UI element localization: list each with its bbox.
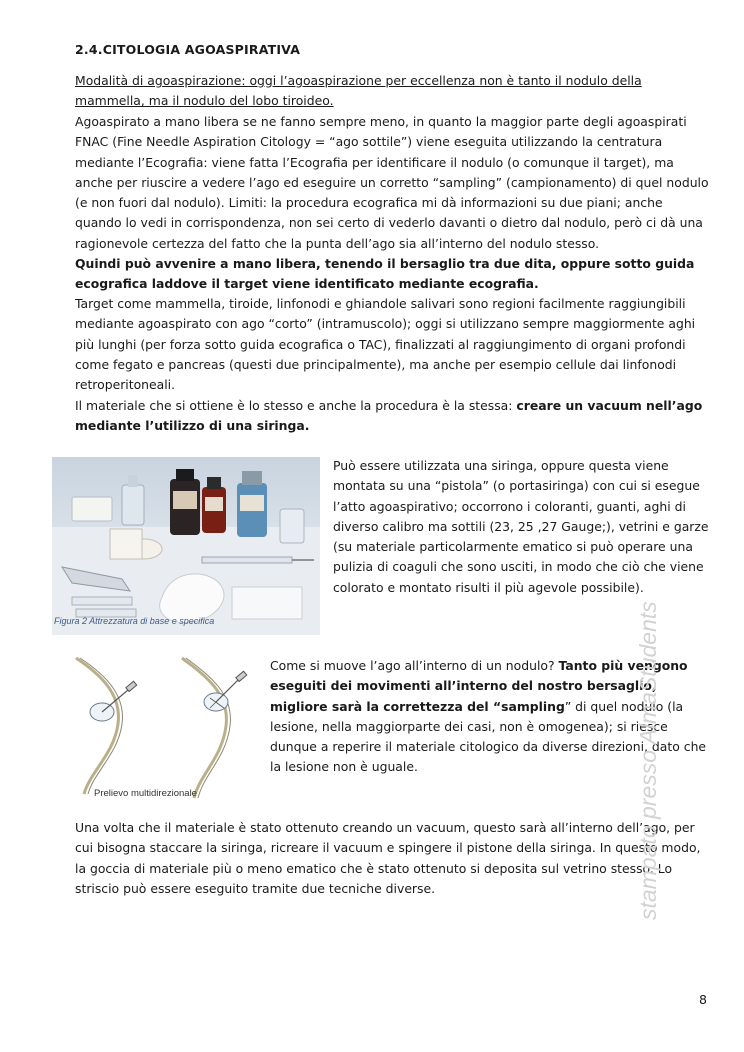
paragraph-fnac (75, 112, 711, 295)
paragraph-smear: Una volta che il materiale è stato ottenuto creando un vacuum, questo sarà all’interno dell’ago, per cui bisogna staccare la siringa, ricreare il vacuum e spingere il pistone della siringa. In questo modo, la goccia di materiale più o meno ematico che è stato ottenuto si deposita sul vetrino stesso. Lo striscio può essere eseguito tramite due tecniche diverse. (75, 820, 701, 896)
section-title: 2.4.CITOLOGIA AGOASPIRATIVA (75, 42, 301, 57)
watermark: stampato presso AlmaStudents (635, 601, 661, 920)
paragraph-vacuum (75, 396, 711, 437)
equipment-photo (52, 457, 320, 635)
paragraph-vacuum-bold: creare un vacuum nell’ago mediante l’utilizzo di una siringa. (75, 398, 703, 434)
needle-diagram (70, 654, 265, 802)
intro-paragraph (75, 71, 711, 112)
paragraph-vacuum-text: Il materiale che si ottiene è lo stesso e anche la procedura è la stessa: (75, 398, 517, 413)
figure1-description: Può essere utilizzata una siringa, oppure questa viene montata su una “pistola” (o portasiringa) con cui si esegue l’atto agoaspirativo; occorrono i coloranti, guanti, aghi di diverso calibro ma sottili (23, 25 ,27 Gauge;), vetrini e garze (su materiale particolarmente ematico si può operare una pulizia di coaguli che sono usciti, in modo che ciò che viene colorato e montato risulti il più agevole possibile). (333, 458, 709, 595)
page-number: 8 (699, 992, 707, 1007)
figure2-text-end: ” di quel nodulo (la lesione, nella maggiorparte dei casi, non è omogenea); si riesce dunque a reperire il materiale citologico da diverse direzioni, dato che la lesione non è uguale. (270, 698, 707, 775)
multidirectional-diagram (70, 654, 265, 802)
equipment-illustration (52, 457, 320, 635)
paragraph-fnac-bold: Quindi può avvenire a mano libera, tenendo il bersaglio tra due dita, oppure sotto guida ecografica laddove il target viene identificato mediante ecografia. (75, 256, 695, 292)
paragraph-fnac-text: Agoaspirato a mano libera se ne fanno sempre meno, in quanto la maggior parte degli agoaspirati FNAC (Fine Needle Aspiration Citology = “ago sottile”) viene eseguita utilizzando la centratura mediante l’Ecografia: viene fatta l’Ecografia per identificare il nodulo (o comunque il target), ma anche per riuscire a vedere l’ago ed eseguire un corretto “sampling” (campionamento) di quel nodulo (e non fuori dal nodulo). Limiti: la procedura ecografica mi dà informazioni su due piani; anche quando lo vedi in corrispondenza, non sei certo di vederlo davanti o dietro dal nodulo, però ci dà una ragionevole certezza del fatto che la punta dell’ago sia all’interno del nodulo stesso. (75, 114, 709, 251)
figure2-text-bold: Tanto più vengono eseguiti dei movimenti all’interno del nostro bersaglio, migliore sarà la correttezza del “sampling (270, 658, 688, 714)
figure2-text-start: Come si muove l’ago all’interno di un nodulo? (270, 658, 559, 673)
paragraph-targets: Target come mammella, tiroide, linfonodi e ghiandole salivari sono regioni facilmente raggiungibili mediante agoaspirato con ago “corto” (intramuscolo); oggi si utilizzano sempre maggiormente aghi più lunghi (per forza sotto guida ecografica o TAC), finalizzati al raggiungimento di organi profondi come fegato e pancreas (questi due principalmente), ma anche per esempio cellule dai linfonodi retroperitoneali. (75, 296, 696, 393)
intro-underlined: Modalità di agoaspirazione: oggi l’agoaspirazione per eccellenza non è tanto il nodulo della mammella, ma il nodulo del lobo tiroideo. (75, 73, 642, 109)
figure-caption: Figura 2 Attrezzatura di base e specifica (54, 616, 215, 626)
diagram-label: Prelievo multidirezionale (94, 788, 197, 799)
